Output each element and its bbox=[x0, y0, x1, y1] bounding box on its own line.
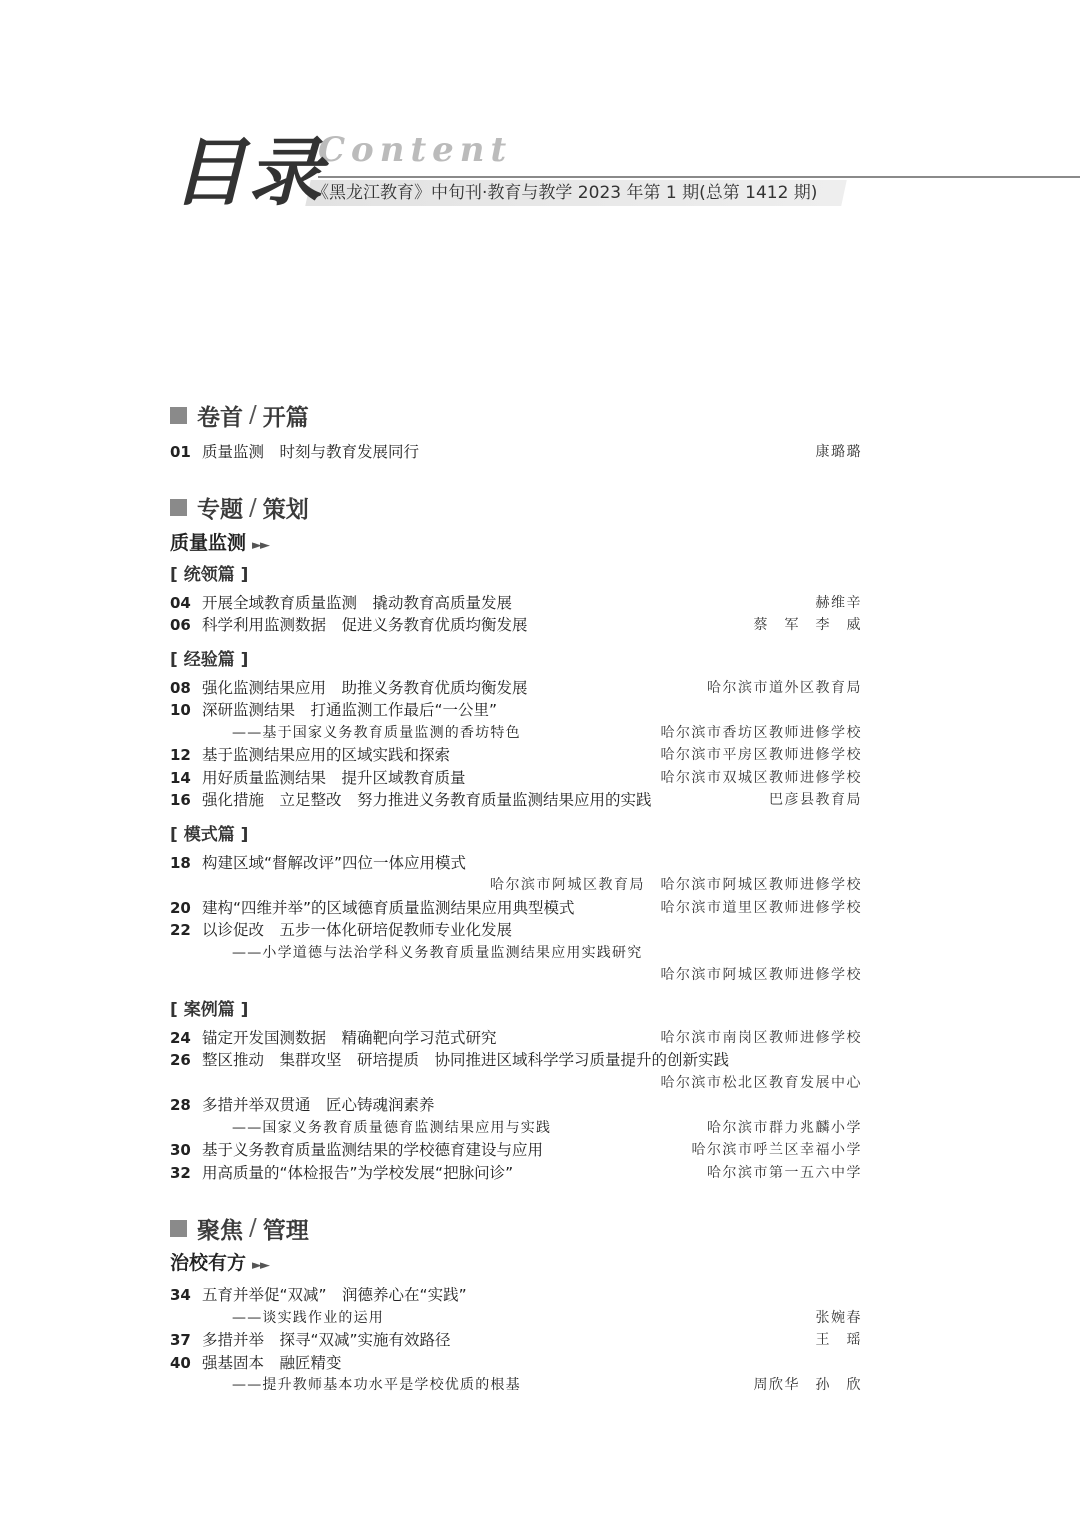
article-author: 哈尔滨市阿城区教育局 哈尔滨市阿城区教师进修学校 bbox=[490, 877, 862, 893]
toc-section bbox=[170, 1208, 862, 1397]
page-number bbox=[170, 1117, 202, 1140]
article-author: 王 瑶 bbox=[815, 1332, 862, 1348]
article-author: 周欣华 孙 欣 bbox=[753, 1377, 862, 1393]
page-number bbox=[170, 1072, 202, 1095]
subsection-heading: [ 统领篇 ] bbox=[170, 564, 249, 585]
toc-entry[interactable] bbox=[170, 614, 862, 637]
toc-entry[interactable] bbox=[170, 592, 862, 615]
page-number: 16 bbox=[170, 791, 191, 809]
article-title: ——提升教师基本功水平是学校优质的根基 bbox=[232, 1377, 521, 1393]
section-slash: / bbox=[249, 494, 257, 521]
page-number: 14 bbox=[170, 768, 191, 787]
page-number bbox=[170, 964, 202, 987]
section-name-b: 策划 bbox=[262, 497, 309, 523]
article-author: 张婉春 bbox=[815, 1309, 862, 1326]
article-title: 质量监测 时刻与教育发展同行 bbox=[202, 443, 420, 461]
article-title bbox=[202, 1072, 661, 1095]
article-title bbox=[202, 964, 661, 987]
toc-entry[interactable] bbox=[170, 722, 862, 745]
page-number: 10 bbox=[170, 701, 191, 719]
page-number bbox=[170, 722, 202, 745]
article-title: 开展全域教育质量监测 撬动教育高质量发展 bbox=[202, 593, 513, 612]
article-author: 哈尔滨市南岗区教师进修学校 bbox=[660, 1029, 862, 1046]
page-number: 22 bbox=[170, 921, 191, 939]
table-of-contents bbox=[170, 395, 862, 1397]
toc-entry[interactable] bbox=[170, 1049, 862, 1072]
toc-entry[interactable] bbox=[170, 897, 862, 920]
article-title: 整区推动 集群攻坚 研培提质 协同推进区域科学学习质量提升的创新实践 bbox=[202, 1051, 730, 1069]
section-name-b: 开篇 bbox=[262, 404, 309, 431]
section-heading bbox=[170, 395, 862, 435]
toc-entry[interactable] bbox=[170, 1162, 862, 1185]
article-title: 多措并举双贯通 匠心铸魂润素养 bbox=[202, 1096, 435, 1114]
page-number bbox=[170, 1307, 202, 1330]
article-title: 锚定开发国测数据 精确靶向学习范式研究 bbox=[202, 1028, 497, 1047]
article-author: 巴彦县教育局 bbox=[769, 792, 862, 808]
article-title: 强基固本 融匠精变 bbox=[202, 1353, 342, 1372]
toc-entry[interactable] bbox=[170, 1094, 862, 1117]
toc-entry[interactable] bbox=[170, 1072, 862, 1095]
section-name-a: 专题 bbox=[197, 497, 243, 523]
article-author: 哈尔滨市平房区教师进修学校 bbox=[660, 747, 862, 763]
toc-entry[interactable] bbox=[170, 919, 862, 942]
page-number bbox=[170, 874, 202, 897]
article-title: 构建区域“督解改评”四位一体应用模式 bbox=[202, 853, 467, 872]
article-author: 蔡 军 李 威 bbox=[753, 617, 862, 633]
topic-title: 质量监测 bbox=[170, 531, 247, 554]
section-name-a: 卷首 bbox=[197, 404, 243, 431]
article-title: 基于义务教育质量监测结果的学校德育建设与应用 bbox=[202, 1141, 544, 1159]
title-english: Content bbox=[318, 130, 513, 170]
toc-entry[interactable] bbox=[170, 767, 862, 790]
toc-entry[interactable] bbox=[170, 1307, 862, 1330]
article-author: 哈尔滨市呼兰区幸福小学 bbox=[691, 1142, 862, 1158]
section-name-a: 聚焦 bbox=[197, 1217, 243, 1244]
toc-entry[interactable] bbox=[170, 1117, 862, 1140]
topic-heading bbox=[170, 528, 862, 558]
article-title: 科学利用监测数据 促进义务教育优质均衡发展 bbox=[202, 616, 528, 634]
section-name-b: 管理 bbox=[262, 1217, 309, 1244]
article-title bbox=[202, 874, 490, 897]
page-number: 12 bbox=[170, 746, 191, 764]
page-number: 30 bbox=[170, 1141, 191, 1159]
article-title: 用好质量监测结果 提升区域教育质量 bbox=[202, 768, 466, 787]
issue-subtitle: 《黑龙江教育》中旬刊·教育与教学 2023 年第 1 期(总第 1412 期) bbox=[312, 183, 818, 203]
header bbox=[0, 0, 1080, 240]
section-marker-icon bbox=[170, 407, 187, 424]
article-title: 强化措施 立足整改 努力推进义务教育质量监测结果应用的实践 bbox=[202, 791, 652, 809]
toc-entry[interactable] bbox=[170, 744, 862, 767]
article-title: ——小学道德与法治学科义务教育质量监测结果应用实践研究 bbox=[232, 944, 643, 961]
page-number: 32 bbox=[170, 1163, 191, 1182]
toc-section bbox=[170, 395, 862, 464]
toc-entry[interactable] bbox=[170, 874, 862, 897]
toc-entry[interactable] bbox=[170, 852, 862, 875]
page-number: 18 bbox=[170, 853, 191, 872]
toc-entry[interactable] bbox=[170, 942, 862, 965]
toc-entry[interactable] bbox=[170, 1027, 862, 1050]
toc-entry[interactable] bbox=[170, 1284, 862, 1307]
article-title: 强化监测结果应用 助推义务教育优质均衡发展 bbox=[202, 678, 528, 697]
header-rule bbox=[318, 176, 1080, 178]
toc-entry[interactable] bbox=[170, 441, 862, 464]
subsection-heading: [ 模式篇 ] bbox=[170, 824, 249, 845]
article-title: ——基于国家义务教育质量监测的香坊特色 bbox=[232, 724, 521, 741]
article-author: 哈尔滨市双城区教师进修学校 bbox=[660, 769, 862, 786]
toc-entry[interactable] bbox=[170, 699, 862, 722]
page-number: 28 bbox=[170, 1096, 191, 1114]
article-author: 赫维辛 bbox=[815, 594, 862, 611]
article-title: 五育并举促“双减” 润德养心在“实践” bbox=[202, 1286, 467, 1304]
article-author: 哈尔滨市香坊区教师进修学校 bbox=[660, 724, 862, 741]
page-number bbox=[170, 942, 202, 965]
toc-entry[interactable] bbox=[170, 964, 862, 987]
section-heading bbox=[170, 488, 862, 528]
toc-entry[interactable] bbox=[170, 677, 862, 700]
section-marker-icon bbox=[170, 1220, 187, 1237]
toc-entry[interactable] bbox=[170, 1139, 862, 1162]
article-title: 基于监测结果应用的区域实践和探索 bbox=[202, 746, 451, 764]
double-arrow-icon: ►► bbox=[252, 1258, 269, 1273]
article-author: 哈尔滨市群力兆麟小学 bbox=[707, 1119, 862, 1136]
article-title: ——国家义务教育质量德育监测结果应用与实践 bbox=[232, 1119, 552, 1136]
toc-entry[interactable] bbox=[170, 1352, 862, 1375]
page-number: 01 bbox=[170, 443, 191, 461]
article-author: 哈尔滨市道里区教师进修学校 bbox=[660, 899, 862, 916]
page-number: 20 bbox=[170, 898, 191, 917]
toc-entry[interactable] bbox=[170, 1374, 862, 1397]
page-number: 04 bbox=[170, 593, 191, 612]
article-author: 哈尔滨市第一五六中学 bbox=[707, 1164, 862, 1181]
toc-section bbox=[170, 488, 862, 1185]
article-author: 康璐璐 bbox=[815, 444, 862, 460]
page-number: 26 bbox=[170, 1051, 191, 1069]
article-author: 哈尔滨市道外区教育局 bbox=[707, 679, 862, 696]
page-number: 24 bbox=[170, 1028, 191, 1047]
section-slash: / bbox=[249, 402, 257, 428]
toc-entry[interactable] bbox=[170, 789, 862, 812]
article-title: 以诊促改 五步一体化研培促教师专业化发展 bbox=[202, 921, 513, 939]
topic-title: 治校有方 bbox=[170, 1252, 247, 1274]
page-number: 08 bbox=[170, 678, 191, 697]
page-number: 40 bbox=[170, 1353, 191, 1372]
page-number bbox=[170, 1374, 202, 1397]
article-author: 哈尔滨市松北区教育发展中心 bbox=[660, 1074, 862, 1091]
section-slash: / bbox=[249, 1215, 257, 1241]
subsection-heading: [ 经验篇 ] bbox=[170, 649, 249, 670]
double-arrow-icon: ►► bbox=[252, 537, 269, 553]
section-heading bbox=[170, 1208, 862, 1248]
article-title: 深研监测结果 打通监测工作最后“一公里” bbox=[202, 701, 498, 719]
section-marker-icon bbox=[170, 499, 187, 516]
page-number: 34 bbox=[170, 1286, 191, 1304]
topic-heading bbox=[170, 1248, 862, 1278]
article-title: 多措并举 探寻“双减”实施有效路径 bbox=[202, 1331, 451, 1349]
article-title: ——谈实践作业的运用 bbox=[232, 1309, 384, 1326]
article-author: 哈尔滨市阿城区教师进修学校 bbox=[660, 967, 862, 983]
page-title: 目录 bbox=[172, 130, 324, 216]
article-title: 建构“四维并举”的区域德育质量监测结果应用典型模式 bbox=[202, 898, 575, 917]
subsection-heading: [ 案例篇 ] bbox=[170, 999, 249, 1020]
page-number: 37 bbox=[170, 1331, 191, 1349]
article-title: 用高质量的“体检报告”为学校发展“把脉问诊” bbox=[202, 1163, 514, 1182]
page-number: 06 bbox=[170, 616, 191, 634]
toc-entry[interactable] bbox=[170, 1329, 862, 1352]
